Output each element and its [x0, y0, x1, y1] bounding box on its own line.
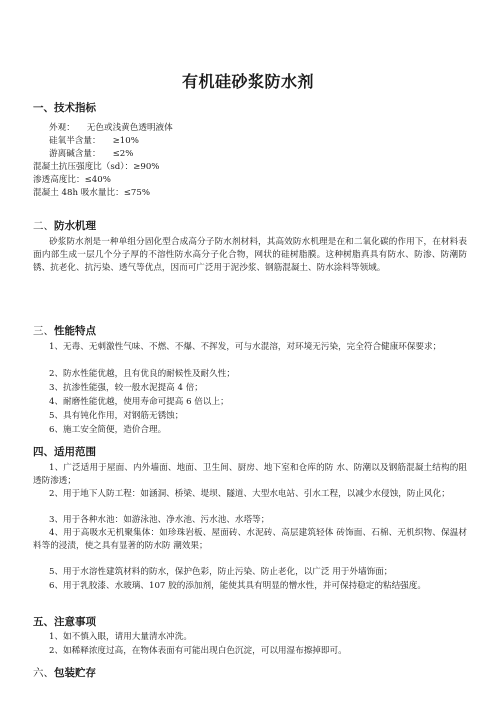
spec-row — [49, 147, 133, 159]
spec-row — [33, 186, 150, 198]
list-item: 5、用于水溶性建筑材料的防水，保护色彩，防止污染、防止老化，以广泛 用于外墙饰面； — [49, 567, 393, 577]
section-number: 五、 — [33, 616, 54, 628]
section-title: 包装贮存 — [54, 667, 96, 679]
spec-value: ≥90% — [133, 162, 160, 172]
spec-value: ≤2% — [112, 149, 134, 159]
section-title: 防水机理 — [54, 220, 96, 232]
section-title: 性能特点 — [54, 325, 96, 337]
section-number: 三、 — [33, 325, 54, 337]
section-title: 适用范围 — [54, 446, 96, 458]
spec-value: ≤75% — [123, 188, 150, 198]
list-item: 1、如不慎入眼，请用大量清水冲洗。 — [49, 632, 192, 642]
section-title: 注意事项 — [54, 616, 96, 628]
section-heading-features — [33, 323, 96, 338]
spec-value: ≥10% — [112, 136, 139, 146]
list-item: 2、防水性能优越，且有优良的耐候性及耐久性； — [49, 369, 235, 379]
list-item: 2、如稀释浓度过高，在物体表面有可能出现白色沉淀，可以用湿布擦掉即可。 — [49, 646, 347, 656]
spec-row — [49, 121, 173, 133]
spec-row — [33, 160, 159, 172]
spec-value: 无色或浅黄色透明液体 — [86, 123, 173, 133]
list-item: 1、广泛适用于屋面、内外墙面、地面、卫生间、厨房、地下室和仓库的防 水、防潮以及钢筋混凝土结构的阻透防渗透； — [33, 463, 467, 487]
spec-label: 硅氧半含量： — [49, 136, 101, 146]
spec-label: 混凝土抗压强度比（sd）： — [33, 162, 134, 172]
list-item: 6、施工安全简便，造价合理。 — [49, 425, 167, 435]
spec-label: 渗透高度比： — [33, 175, 85, 185]
spec-label: 混凝土 48h 吸水量比： — [33, 188, 124, 198]
spec-label: 外观： — [49, 123, 75, 133]
list-item: 4、耐磨性能优越，使用寿命可提高 6 倍以上； — [49, 397, 229, 407]
list-item: 1、无毒、无刺激性气味、不燃、不爆、不挥发，可与水混溶，对环境无污染，完全符合健康环保要求； — [49, 342, 442, 352]
section-number: 四、 — [33, 446, 54, 458]
spec-row — [49, 134, 139, 146]
spec-label: 游离碱含量： — [49, 149, 101, 159]
spec-row — [33, 173, 111, 185]
section-number: 六、 — [33, 667, 54, 679]
section-heading-packaging — [33, 665, 96, 680]
section-heading-specs — [33, 100, 96, 115]
section-number: 一、 — [33, 102, 54, 114]
list-item: 4、用于高吸水无机聚集体：如珍珠岩板、屋面砖、水泥砖、高层建筑轻体 砖饰面、石棉、无机织物、保温材料等的浸渍，使之具有显著的防水防 潮效果； — [33, 528, 467, 552]
list-item: 3、用于各种水池：如游泳池、净水池、污水池、水塔等； — [49, 515, 270, 525]
section-heading-mechanism — [33, 218, 96, 233]
section-number: 二、 — [33, 220, 54, 232]
section-heading-scope — [33, 444, 96, 459]
list-item: 3、抗渗性能强，较一般水泥提高 4 倍； — [49, 383, 203, 393]
list-item: 2、用于地下人防工程：如涵洞、桥梁、堤坝、隧道、大型水电站、引水工程，以减少水侵蚀，防止风化； — [49, 489, 450, 499]
list-item: 5、具有钝化作用，对钢筋无锈蚀； — [49, 411, 184, 421]
document-title: 有机硅砂浆防水剂 — [181, 72, 314, 91]
section-heading-notes — [33, 614, 96, 629]
mechanism-paragraph: 砂浆防水剂是一种单组分固化型合成高分子防水剂材料，其高效防水机理是在和二氧化碳的作用下，在材料表面内部生成一层几个分子厚的不溶性防水高分子化合物，网状的硅树脂膜。这种树脂真具有防水、防渗、防潮防锈、抗老化、抗污染、透气等优点，因而可广泛用于泥沙浆、钢筋混凝土、防水涂料等领域。 — [33, 237, 467, 274]
section-title: 技术指标 — [54, 102, 96, 114]
spec-value: ≤40% — [84, 175, 111, 185]
list-item: 6、用于乳胶漆、水玻璃、107 胶的添加剂，能使其具有明显的憎水性，并可保持稳定的粘结强度。 — [49, 581, 426, 591]
